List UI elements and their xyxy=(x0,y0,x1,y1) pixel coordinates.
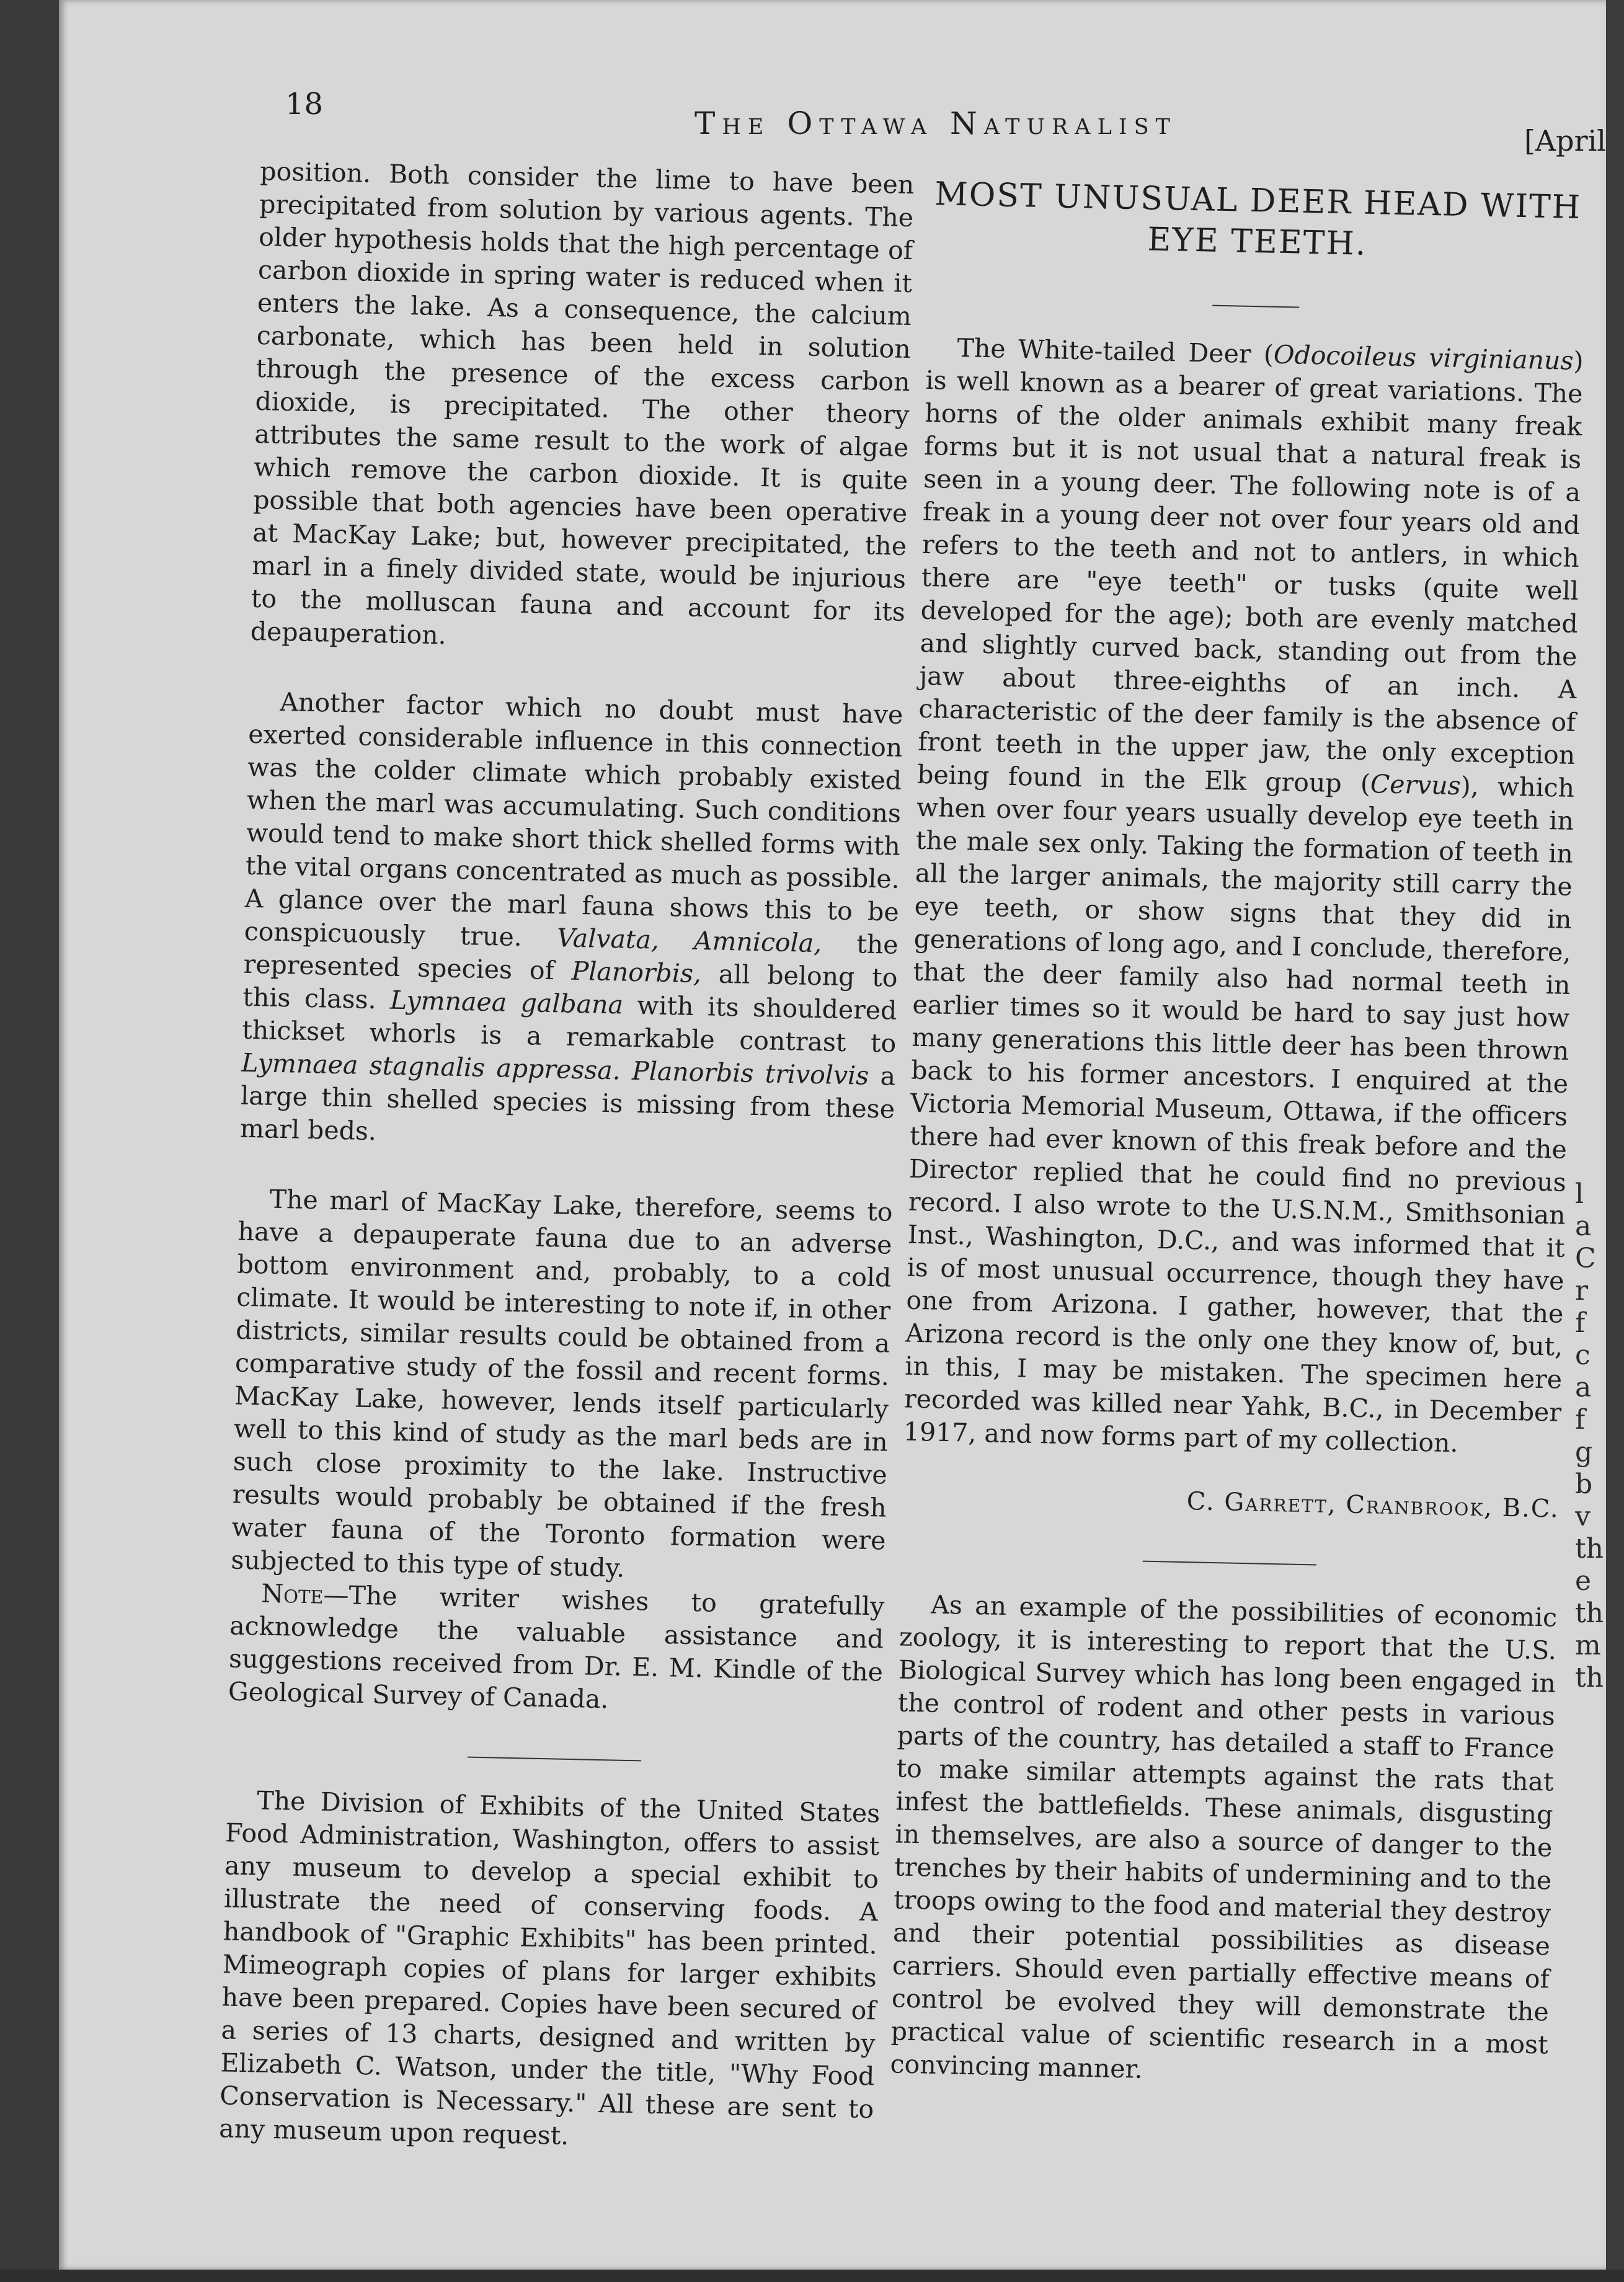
facing-page-letter: th xyxy=(1575,1662,1604,1694)
facing-page-letter: b xyxy=(1575,1468,1593,1500)
paragraph: The Division of Exhibits of the United States Food Administration, Washington, offers to assist any museum to develop a special exhibit to illustrate the need of conserving foods. A handbook of "Graphic Exhibits" has been printed. Mimeograph copies of plans for larger exhibits have been prepared. Copies have been secured of a series of 13 charts, designed and written by Elizabeth C. Watson, under the title, "Why Food Conservation is Necessary." All these are sent to any museum upon request. xyxy=(218,1785,881,2151)
facing-page-letter: v xyxy=(1575,1501,1591,1532)
left-column xyxy=(219,155,915,2159)
acknowledgement-note: Note—The writer wishes to gratefully acknowledge the valuable assistance and suggestions received from Dr. E. M. Kindle of the Geological Survey of Canada. xyxy=(228,1578,885,1715)
facing-page-letter: th xyxy=(1575,1533,1604,1565)
facing-page-letter: f xyxy=(1575,1404,1586,1436)
paragraph: Another factor which no doubt must have exerted considerable influence in this connection was the colder climate which probably existed when the marl was accumulating. Such conditions would tend to make short thick shelled forms with the vital organs concentrated as much as possible. A glance over the marl fauna shows this to be conspicuously true. Valvata, Amnicola, the represented species of Planorbis, all belong to this class. Lymnaea galbana with its shouldered thickset whorls is a remarkable contrast to Lymnaea stagnalis appressa. Planorbis trivolvis a large thin shelled species is missing from these marl beds. xyxy=(239,686,903,1147)
facing-page-letter: c xyxy=(1575,1339,1591,1371)
scan-left-margin xyxy=(0,0,59,2282)
page-header xyxy=(285,87,1606,161)
facing-page-letter: g xyxy=(1575,1436,1593,1468)
issue-date-mark: [April xyxy=(1524,124,1606,158)
article-title: MOST UNUSUAL DEER HEAD WITH EYE TEETH. xyxy=(934,175,1582,263)
running-title: The Ottawa Naturalist xyxy=(694,105,1177,141)
scan-bottom-edge xyxy=(0,2270,1624,2282)
facing-page-letter: e xyxy=(1575,1565,1592,1597)
section-divider xyxy=(467,1757,641,1762)
title-divider xyxy=(1212,305,1299,308)
facing-page-fragment xyxy=(1575,1178,1609,2183)
paragraph: position. Both consider the lime to have been precipitated from solution by various agents. The older hypothesis holds that the high percentage of carbon dioxide in spring water is reduced when it enters the lake. As a consequence, the calcium carbonate, which has been held in solution through the presence of the excess carbon dioxide, is precipitated. The other theory attributes the same result to the work of algae which remove the carbon dioxide. It is quite possible that both agencies have been operative at MacKay Lake; but, however precipitated, the marl in a finely divided state, would be injurious to the molluscan fauna and account for its depauperation. xyxy=(250,156,915,650)
facing-page-letter: th xyxy=(1575,1597,1604,1629)
paragraph: The White-tailed Deer (Odocoileus virginianus) is well known as a bearer of great variations. The horns of the older animals exhibit many freak forms but it is not usual that a natural freak is seen in a young deer. The following note is of a freak in a young deer not over four years old and refers to the teeth and not to antlers, in which there are "eye teeth" or tusks (quite well developed for the age); both are evenly matched and slightly curved back, standing out from the jaw about three-eighths of an inch. A characteristic of the deer family is the absence of front teeth in the upper jaw, the only exception being found in the Elk group (Cervus), which when over four years usually develop eye teeth in the male sex only. Taking the formation of teeth in all the larger animals, the majority still carry the eye teeth, or show signs that they did in generations of long ago, and I conclude, therefore, that the deer family also had normal teeth in earlier times so it would be hard to say just how many generations this little deer has been thrown back to his former ancestors. I enquired at the Victoria Memorial Museum, Ottawa, if the officers there had ever known of this freak before and the Director replied that he could find no previous record. I also wrote to the U.S.N.M., Smithsonian Inst., Washington, D.C., and was informed that it is of most unusual occurrence, though they have one from Arizona. I gather, however, that the Arizona record is the only one they know of, but, in this, I may be mistaken. The specimen here recorded was killed near Yahk, B.C., in December 1917, and now forms part of my collection. xyxy=(903,332,1584,1458)
paragraph: The marl of MacKay Lake, therefore, seems to have a depauperate fauna due to an adverse bottom environment and, probably, to a cold climate. It would be interesting to note if, in other districts, similar results could be obtained from a comparative study of the fossil and recent forms. MacKay Lake, however, lends itself particularly well to this kind of study as the marl beds are in such close proximity to the lake. Instructive results would probably be obtained if the fresh water fauna of the Toronto formation were subjected to this type of study. xyxy=(231,1184,894,1583)
facing-page-letter: r xyxy=(1575,1275,1589,1307)
facing-page-letter: a xyxy=(1575,1210,1592,1242)
author-signature: C. Garrett, Cranbrook, B.C. xyxy=(1186,1487,1560,1524)
section-divider xyxy=(1143,1561,1316,1566)
facing-page-letter: l xyxy=(1575,1178,1584,1210)
paragraph: As an example of the possibilities of economic zoology, it is interesting to report that the U.S. Biological Survey which has long been engaged in the control of rodent and other pests in various parts of the country, has detailed a staff to France to make similar attempts against the rats that infest the battlefields. These animals, disgusting in themselves, are also a source of danger to the trenches by their habits of undermining and to the troops owing to the food and material they destroy and their potential possibilities as disease carriers. Should even partially effective means of control be evolved they will demonstrate the practical value of scientific research in a most convincing manner. xyxy=(890,1589,1558,2084)
facing-page-letter: C xyxy=(1575,1243,1596,1274)
note-label: Note xyxy=(260,1578,324,1610)
facing-page-letter: m xyxy=(1575,1630,1601,1661)
right-column xyxy=(890,161,1587,2095)
facing-page-letter: f xyxy=(1575,1307,1586,1339)
facing-page-letter: a xyxy=(1575,1372,1592,1403)
scan-right-edge xyxy=(1606,0,1624,2282)
page-number: 18 xyxy=(285,87,324,122)
